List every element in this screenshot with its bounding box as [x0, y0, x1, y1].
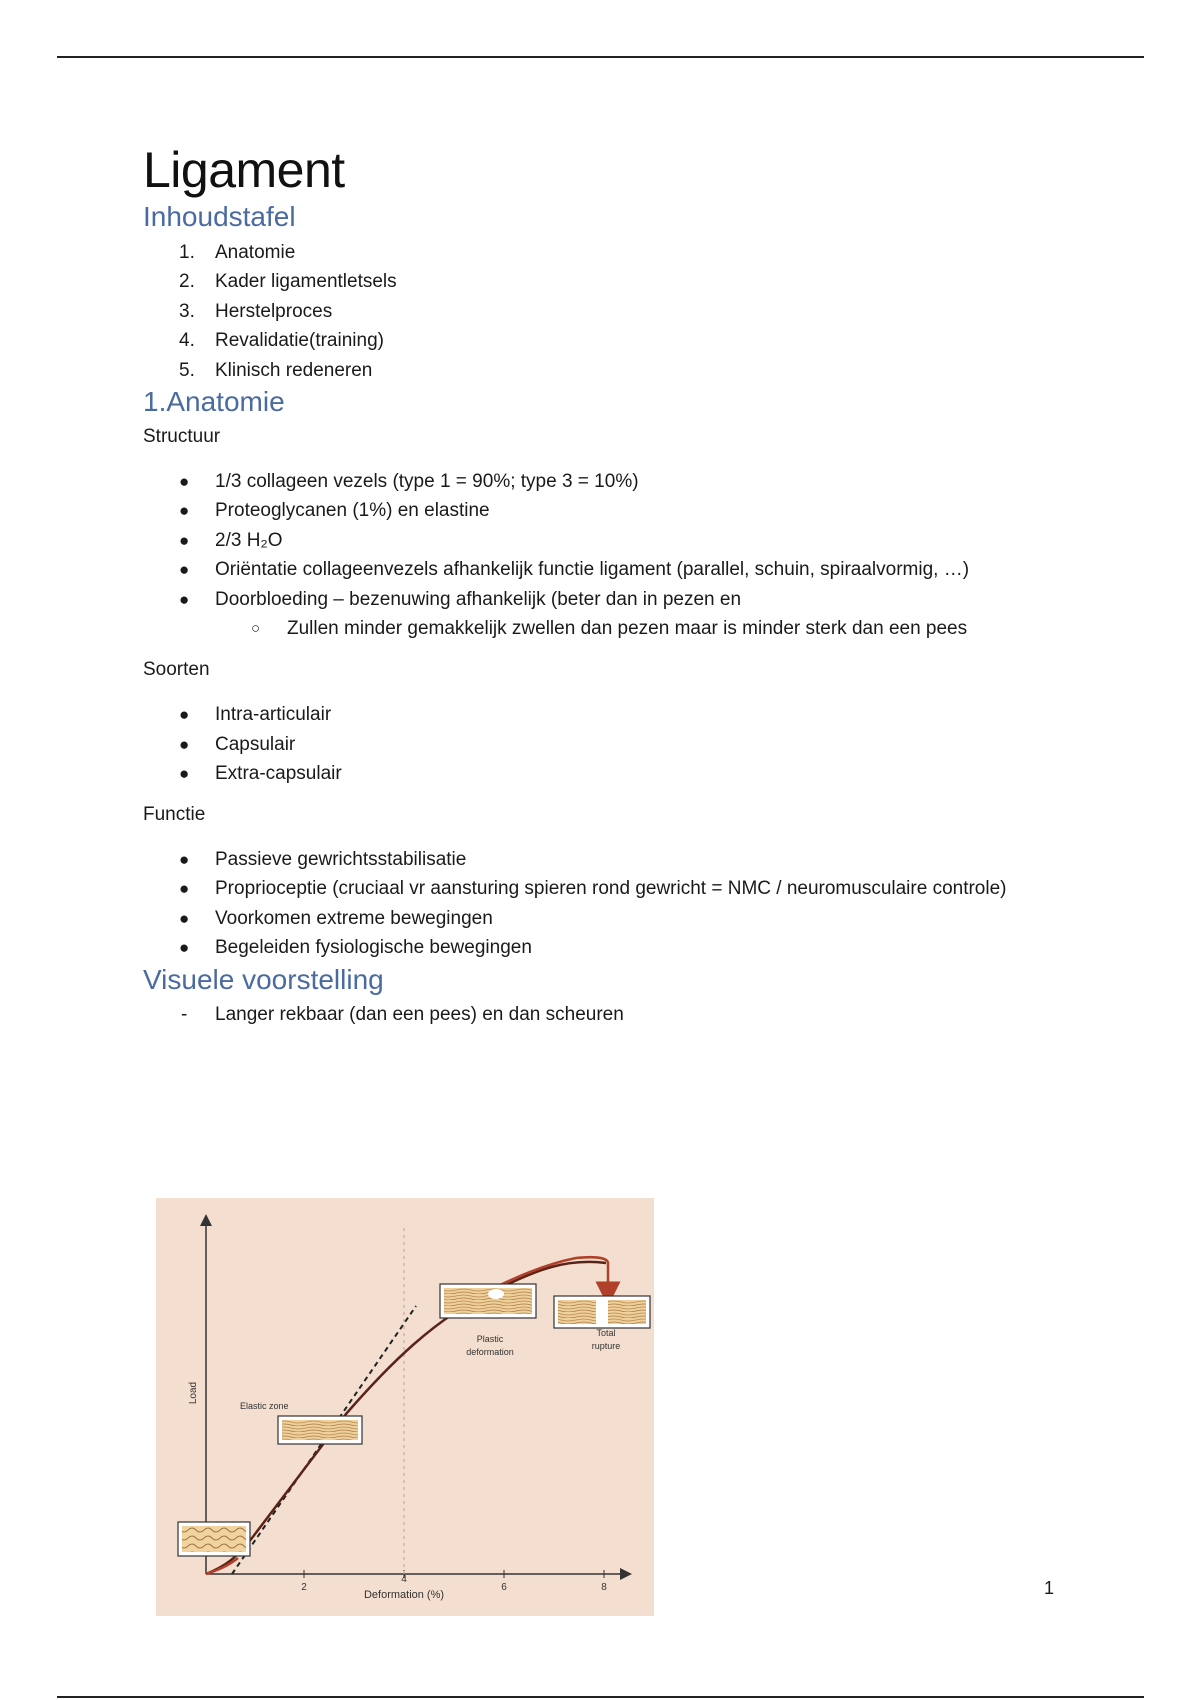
list-item: ● Passieve gewrichtsstabilisatie — [143, 845, 1063, 875]
list-item: ● 1/3 collageen vezels (type 1 = 90%; type 3 = 10%) — [143, 467, 1063, 497]
list-item: ● Voorkomen extreme bewegingen — [143, 904, 1063, 934]
elastic-zone-label: Elastic zone — [240, 1401, 289, 1411]
footer-rule — [57, 1696, 1144, 1698]
fiber-box-elastic — [278, 1416, 362, 1444]
bullet-icon: ● — [179, 530, 190, 550]
rupture-label-line1: Total — [596, 1328, 616, 1338]
list-item: ● Oriëntatie collageenvezels afhankelijk functie ligament (parallel, schuin, spiraalvormig, …) — [143, 555, 1063, 585]
toc-item[interactable]: 2. Kader ligamentletsels — [179, 271, 397, 293]
list-item: ● Intra-articulair — [143, 700, 1063, 730]
x-tick-label: 6 — [501, 1582, 507, 1593]
bullet-icon: ● — [179, 879, 190, 899]
anatomy-heading: 1.Anatomie — [143, 386, 285, 418]
bullet-icon: ● — [179, 734, 190, 754]
list-item: ● Proprioceptie (cruciaal vr aansturing spieren rond gewricht = NMC / neuromusculaire controle) — [143, 874, 1063, 904]
bullet-icon: ● — [179, 560, 190, 580]
document-title: Ligament — [143, 142, 345, 198]
fiber-box-plastic — [440, 1284, 536, 1318]
dash-bullet-icon: - — [181, 1004, 188, 1026]
x-tick-label: 2 — [301, 1582, 307, 1593]
visual-list — [143, 1000, 1063, 1030]
x-tick-label: 4 — [401, 1574, 407, 1585]
y-axis-label: Load — [188, 1381, 199, 1405]
circle-bullet-icon: ○ — [251, 620, 261, 638]
structure-label: Structuur — [143, 425, 221, 447]
bullet-icon: ● — [179, 501, 190, 521]
plastic-label-line2: deformation — [466, 1347, 514, 1357]
x-tick-label: 8 — [601, 1582, 607, 1593]
page-number: 1 — [1044, 1578, 1055, 1598]
list-item: ● 2/3 H₂O — [143, 526, 1063, 556]
list-item: - Langer rekbaar (dan een pees) en dan scheuren — [143, 1000, 1063, 1030]
sub-list-item: ○ Zullen minder gemakkelijk zwellen dan pezen maar is minder sterk dan een pees — [215, 614, 1063, 644]
load-curve — [206, 1262, 606, 1574]
list-item: ● Capsulair — [143, 730, 1063, 760]
list-item: ● Proteoglycanen (1%) en elastine — [143, 496, 1063, 526]
document-body — [143, 140, 1063, 1030]
toc-list — [143, 238, 1063, 386]
header-rule — [57, 56, 1144, 58]
bullet-icon: ● — [179, 705, 190, 725]
visual-heading: Visuele voorstelling — [143, 963, 384, 995]
toc-item[interactable]: 3. Herstelproces — [179, 300, 333, 322]
bullet-icon: ● — [179, 938, 190, 958]
rupture-label-line2: rupture — [591, 1341, 621, 1351]
sub-list — [215, 614, 1063, 644]
types-list — [143, 700, 1063, 789]
list-item: ● Extra-capsulair — [143, 759, 1063, 789]
toc-item[interactable]: 1. Anatomie — [179, 241, 296, 263]
toc-item[interactable]: 4. Revalidatie(training) — [179, 330, 384, 352]
list-item: ● Doorbloeding – bezenuwing afhankelijk (beter dan in pezen en ○ Zullen minder gemakkelijk zwellen dan pezen maar is minder sterk dan een pees — [143, 585, 1063, 645]
types-label: Soorten — [143, 659, 210, 681]
plastic-label-line1: Plastic — [476, 1334, 504, 1344]
load-deformation-diagram — [156, 1198, 654, 1616]
toc-item[interactable]: 5. Klinisch redeneren — [179, 359, 373, 381]
fiber-box-initial — [178, 1522, 250, 1556]
function-label: Functie — [143, 803, 206, 825]
bullet-icon: ● — [179, 471, 190, 491]
load-deformation-figure — [156, 1198, 654, 1616]
toc-heading: Inhoudstafel — [143, 201, 296, 232]
list-item: ● Begeleiden fysiologische bewegingen — [143, 933, 1063, 963]
x-axis-label: Deformation (%) — [363, 1589, 445, 1601]
bullet-icon: ● — [179, 764, 190, 784]
function-list — [143, 845, 1063, 963]
bullet-icon: ● — [179, 908, 190, 928]
structure-list — [143, 467, 1063, 645]
fiber-box-rupture — [554, 1296, 650, 1328]
bullet-icon: ● — [179, 589, 190, 609]
bullet-icon: ● — [179, 849, 190, 869]
